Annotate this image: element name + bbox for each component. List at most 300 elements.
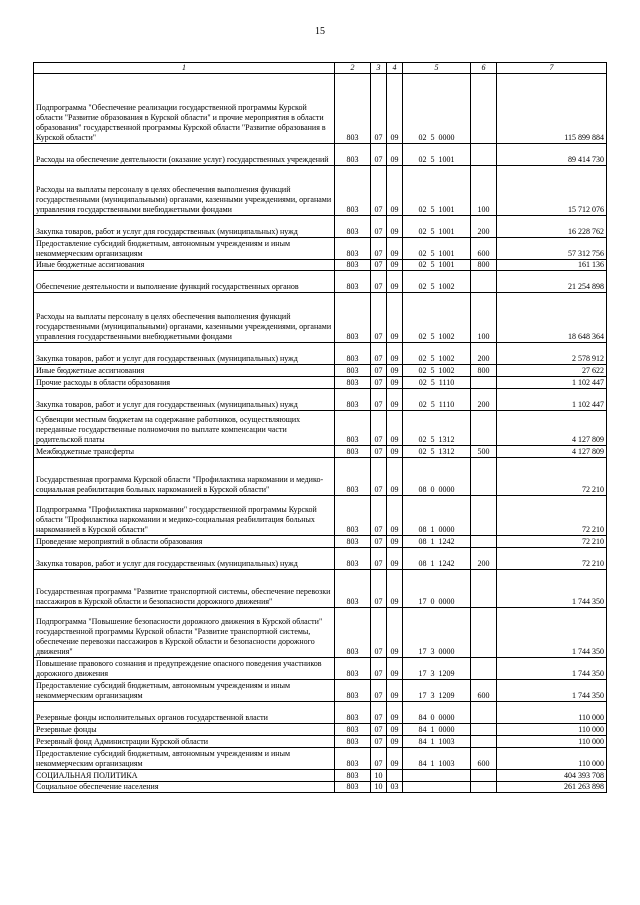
- row-name: Субвенции местным бюджетам на содержание работников, осуществляющих переданные государственные полномочия по выплате компенсации части родительской платы: [34, 411, 335, 446]
- row-code-2: 803: [335, 770, 371, 782]
- row-name: Закупка товаров, работ и услуг для государственных (муниципальных) нужд: [34, 216, 335, 238]
- program-code-part: 1209: [438, 691, 455, 700]
- row-code-4: 09: [387, 548, 403, 570]
- header-cell: 2: [335, 63, 371, 74]
- program-code-part: 0000: [438, 485, 455, 494]
- row-code-6: 600: [471, 238, 497, 260]
- program-code-part: 0000: [438, 133, 455, 142]
- row-name: Иные бюджетные ассигнования: [34, 260, 335, 271]
- row-code-3: 07: [371, 389, 387, 411]
- row-program-code: [403, 496, 471, 536]
- row-code-3: 07: [371, 608, 387, 658]
- program-code-part: 0000: [438, 647, 455, 656]
- row-amount: 110 000: [497, 748, 607, 770]
- row-code-6: 200: [471, 343, 497, 365]
- row-code-2: 803: [335, 365, 371, 377]
- row-code-3: 07: [371, 702, 387, 724]
- row-name: Прочие расходы в области образования: [34, 377, 335, 389]
- header-cell: 5: [403, 63, 471, 74]
- row-code-2: 803: [335, 446, 371, 458]
- row-program-code: [403, 548, 471, 570]
- row-code-4: 09: [387, 377, 403, 389]
- row-amount: 57 312 756: [497, 238, 607, 260]
- row-amount: 4 127 809: [497, 411, 607, 446]
- row-amount: 15 712 076: [497, 166, 607, 216]
- row-code-2: 803: [335, 570, 371, 608]
- row-code-4: 09: [387, 411, 403, 446]
- table-row: [34, 724, 607, 736]
- row-amount: 115 899 884: [497, 74, 607, 144]
- row-code-2: 803: [335, 389, 371, 411]
- program-code-part: 5: [430, 332, 435, 341]
- row-code-6: 200: [471, 389, 497, 411]
- row-code-3: 07: [371, 293, 387, 343]
- table-row: [34, 238, 607, 260]
- row-code-3: 07: [371, 238, 387, 260]
- row-code-6: 800: [471, 260, 497, 271]
- program-code-part: 1003: [438, 759, 455, 768]
- row-program-code: [403, 377, 471, 389]
- row-amount: 110 000: [497, 702, 607, 724]
- row-code-2: 803: [335, 702, 371, 724]
- row-name: Расходы на выплаты персоналу в целях обеспечения выполнения функций государственными (муниципальными) органами, казенными учреждениями, органами управления государственными внебюджетными фондами: [34, 293, 335, 343]
- row-program-code: [403, 570, 471, 608]
- row-code-2: 803: [335, 74, 371, 144]
- row-code-4: 09: [387, 260, 403, 271]
- row-code-4: 09: [387, 570, 403, 608]
- table-row: [34, 144, 607, 166]
- row-code-3: 07: [371, 377, 387, 389]
- row-name: Подпрограмма "Повышение безопасности дорожного движения в Курской области" государственной программы Курской области "Развитие транспортной системы, обеспечение перевозки пассажиров в Курской области и безопасности дорожного движения": [34, 608, 335, 658]
- header-cell: 6: [471, 63, 497, 74]
- program-code-part: 02: [418, 133, 427, 142]
- program-code-part: 0000: [438, 713, 455, 722]
- row-amount: 72 210: [497, 536, 607, 548]
- row-code-3: 07: [371, 548, 387, 570]
- row-code-2: 803: [335, 736, 371, 748]
- row-program-code: [403, 74, 471, 144]
- row-code-6: [471, 736, 497, 748]
- row-code-4: 09: [387, 658, 403, 680]
- program-code-part: 5: [430, 435, 435, 444]
- row-name: СОЦИАЛЬНАЯ ПОЛИТИКА: [34, 770, 335, 782]
- row-name: Государственная программа "Развитие транспортной системы, обеспечение перевозки пассажиров в Курской области и безопасности дорожного движения": [34, 570, 335, 608]
- row-amount: 161 136: [497, 260, 607, 271]
- program-code-part: 02: [418, 435, 427, 444]
- row-code-4: 09: [387, 365, 403, 377]
- program-code-part: 08: [418, 525, 427, 534]
- row-code-6: 800: [471, 365, 497, 377]
- row-code-6: 200: [471, 548, 497, 570]
- table-row: [34, 680, 607, 702]
- header-cell: 3: [371, 63, 387, 74]
- row-code-4: 09: [387, 389, 403, 411]
- row-code-4: 09: [387, 608, 403, 658]
- row-name: Закупка товаров, работ и услуг для государственных (муниципальных) нужд: [34, 548, 335, 570]
- header-cell: 1: [34, 63, 335, 74]
- table-row: [34, 343, 607, 365]
- row-name: Предоставление субсидий бюджетным, автономным учреждениям и иным некоммерческим организациям: [34, 238, 335, 260]
- program-code-part: 1242: [438, 559, 455, 568]
- row-amount: 4 127 809: [497, 446, 607, 458]
- header-cell: 4: [387, 63, 403, 74]
- row-program-code: [403, 260, 471, 271]
- row-code-4: 03: [387, 782, 403, 793]
- row-code-4: 09: [387, 216, 403, 238]
- row-name: Предоставление субсидий бюджетным, автономным учреждениям и иным некоммерческим организациям: [34, 748, 335, 770]
- program-code-part: 1001: [438, 260, 455, 269]
- row-code-4: 09: [387, 446, 403, 458]
- row-code-2: 803: [335, 496, 371, 536]
- table-row: [34, 536, 607, 548]
- program-code-part: 1002: [438, 282, 455, 291]
- row-program-code: [403, 144, 471, 166]
- program-code-part: 5: [430, 378, 435, 387]
- row-code-4: 09: [387, 680, 403, 702]
- row-code-3: 07: [371, 216, 387, 238]
- program-code-part: 02: [418, 400, 427, 409]
- row-program-code: [403, 411, 471, 446]
- program-code-part: 02: [418, 332, 427, 341]
- row-code-3: 07: [371, 271, 387, 293]
- row-amount: 1 744 350: [497, 658, 607, 680]
- row-code-4: 09: [387, 74, 403, 144]
- row-code-6: [471, 496, 497, 536]
- program-code-part: 02: [418, 447, 427, 456]
- table-row: [34, 293, 607, 343]
- program-code-part: 17: [418, 647, 427, 656]
- row-code-2: 803: [335, 377, 371, 389]
- program-code-part: 84: [418, 725, 427, 734]
- program-code-part: 5: [430, 227, 435, 236]
- row-amount: 1 744 350: [497, 570, 607, 608]
- row-code-3: 07: [371, 748, 387, 770]
- row-code-3: 07: [371, 166, 387, 216]
- program-code-part: 0: [430, 713, 435, 722]
- row-amount: 18 648 364: [497, 293, 607, 343]
- program-code-part: 17: [418, 597, 427, 606]
- row-code-3: 10: [371, 770, 387, 782]
- row-code-6: 500: [471, 446, 497, 458]
- row-name: Резервный фонд Администрации Курской области: [34, 736, 335, 748]
- table-row: [34, 365, 607, 377]
- row-code-3: 07: [371, 458, 387, 496]
- program-code-part: 02: [418, 378, 427, 387]
- row-code-3: 07: [371, 144, 387, 166]
- row-code-6: 600: [471, 748, 497, 770]
- program-code-part: 1312: [438, 447, 455, 456]
- program-code-part: 1110: [438, 400, 455, 409]
- table-row: [34, 446, 607, 458]
- row-program-code: [403, 343, 471, 365]
- row-name: Расходы на обеспечение деятельности (оказание услуг) государственных учреждений: [34, 144, 335, 166]
- row-program-code: [403, 680, 471, 702]
- program-code-part: 08: [418, 485, 427, 494]
- program-code-part: 1: [430, 559, 435, 568]
- row-code-3: 07: [371, 74, 387, 144]
- row-amount: 72 210: [497, 496, 607, 536]
- row-code-4: 09: [387, 458, 403, 496]
- row-code-6: [471, 782, 497, 793]
- program-code-part: 84: [418, 759, 427, 768]
- row-program-code: [403, 238, 471, 260]
- table-row: [34, 770, 607, 782]
- row-name: Государственная программа Курской области "Профилактика наркомании и медико-социальная реабилитация больных наркоманией в Курской области": [34, 458, 335, 496]
- row-program-code: [403, 702, 471, 724]
- row-amount: 72 210: [497, 458, 607, 496]
- table-row: [34, 702, 607, 724]
- row-program-code: [403, 608, 471, 658]
- program-code-part: 5: [430, 400, 435, 409]
- row-code-6: [471, 570, 497, 608]
- table-row: [34, 271, 607, 293]
- row-program-code: [403, 782, 471, 793]
- row-code-2: 803: [335, 536, 371, 548]
- row-code-3: 07: [371, 365, 387, 377]
- row-code-3: 07: [371, 496, 387, 536]
- table-row: [34, 377, 607, 389]
- row-amount: 1 744 350: [497, 608, 607, 658]
- row-code-4: 09: [387, 736, 403, 748]
- table-row: [34, 389, 607, 411]
- row-code-3: 07: [371, 260, 387, 271]
- row-name: Закупка товаров, работ и услуг для государственных (муниципальных) нужд: [34, 343, 335, 365]
- row-code-6: 600: [471, 680, 497, 702]
- row-code-4: 09: [387, 536, 403, 548]
- program-code-part: 5: [430, 366, 435, 375]
- row-code-4: 09: [387, 238, 403, 260]
- row-code-2: 803: [335, 166, 371, 216]
- row-code-6: [471, 608, 497, 658]
- program-code-part: 08: [418, 537, 427, 546]
- program-code-part: 1001: [438, 205, 455, 214]
- row-code-4: 09: [387, 748, 403, 770]
- row-code-3: 07: [371, 724, 387, 736]
- row-code-4: 09: [387, 166, 403, 216]
- table-row: [34, 548, 607, 570]
- program-code-part: 5: [430, 249, 435, 258]
- program-code-part: 84: [418, 737, 427, 746]
- program-code-part: 02: [418, 155, 427, 164]
- row-code-3: 07: [371, 680, 387, 702]
- row-code-4: 09: [387, 293, 403, 343]
- table-row: [34, 260, 607, 271]
- table-row: [34, 782, 607, 793]
- row-code-6: 100: [471, 293, 497, 343]
- row-amount: 27 622: [497, 365, 607, 377]
- program-code-part: 1: [430, 759, 435, 768]
- row-name: Подпрограмма "Обеспечение реализации государственной программы Курской области "Развитие образования в Курской области" и прочие мероприятия в области образования" государственной программы Курской области "Развитие образования в Курской области": [34, 74, 335, 144]
- row-code-6: [471, 724, 497, 736]
- row-code-3: 07: [371, 736, 387, 748]
- row-code-3: 10: [371, 782, 387, 793]
- program-code-part: 17: [418, 669, 427, 678]
- table-row: [34, 570, 607, 608]
- row-amount: 16 228 762: [497, 216, 607, 238]
- table-row: [34, 658, 607, 680]
- row-program-code: [403, 389, 471, 411]
- program-code-part: 02: [418, 260, 427, 269]
- row-code-3: 07: [371, 343, 387, 365]
- row-amount: 404 393 708: [497, 770, 607, 782]
- program-code-part: 5: [430, 155, 435, 164]
- row-amount: 2 578 912: [497, 343, 607, 365]
- table-row: [34, 736, 607, 748]
- row-name: Проведение мероприятий в области образования: [34, 536, 335, 548]
- row-amount: 89 414 730: [497, 144, 607, 166]
- row-code-2: 803: [335, 411, 371, 446]
- program-code-part: 5: [430, 447, 435, 456]
- row-code-4: 09: [387, 496, 403, 536]
- row-name: Повышение правового сознания и предупреждение опасного поведения участников дорожного движения: [34, 658, 335, 680]
- row-code-4: 09: [387, 144, 403, 166]
- row-code-6: [471, 658, 497, 680]
- row-program-code: [403, 736, 471, 748]
- program-code-part: 1002: [438, 354, 455, 363]
- row-code-2: 803: [335, 216, 371, 238]
- program-code-part: 1: [430, 537, 435, 546]
- program-code-part: 02: [418, 249, 427, 258]
- row-program-code: [403, 166, 471, 216]
- program-code-part: 08: [418, 559, 427, 568]
- row-code-3: 07: [371, 536, 387, 548]
- row-program-code: [403, 770, 471, 782]
- program-code-part: 17: [418, 691, 427, 700]
- row-name: Межбюджетные трансферты: [34, 446, 335, 458]
- row-amount: 261 263 898: [497, 782, 607, 793]
- row-code-6: [471, 702, 497, 724]
- row-program-code: [403, 724, 471, 736]
- page-number: 15: [315, 26, 325, 37]
- program-code-part: 1001: [438, 155, 455, 164]
- row-name: Обеспечение деятельности и выполнение функций государственных органов: [34, 271, 335, 293]
- row-code-2: 803: [335, 724, 371, 736]
- row-program-code: [403, 536, 471, 548]
- program-code-part: 5: [430, 354, 435, 363]
- row-program-code: [403, 293, 471, 343]
- row-code-2: 803: [335, 238, 371, 260]
- program-code-part: 1001: [438, 249, 455, 258]
- row-code-6: 200: [471, 216, 497, 238]
- row-name: Резервные фонды исполнительных органов государственной власти: [34, 702, 335, 724]
- row-amount: 110 000: [497, 724, 607, 736]
- row-code-3: 07: [371, 446, 387, 458]
- program-code-part: 1110: [438, 378, 455, 387]
- row-code-6: [471, 74, 497, 144]
- row-code-2: 803: [335, 343, 371, 365]
- program-code-part: 1002: [438, 332, 455, 341]
- program-code-part: 5: [430, 205, 435, 214]
- row-name: Социальное обеспечение населения: [34, 782, 335, 793]
- program-code-part: 1209: [438, 669, 455, 678]
- row-code-2: 803: [335, 748, 371, 770]
- row-code-2: 803: [335, 680, 371, 702]
- program-code-part: 0: [430, 597, 435, 606]
- row-code-6: 100: [471, 166, 497, 216]
- program-code-part: 02: [418, 354, 427, 363]
- program-code-part: 1: [430, 525, 435, 534]
- row-program-code: [403, 216, 471, 238]
- row-name: Закупка товаров, работ и услуг для государственных (муниципальных) нужд: [34, 389, 335, 411]
- row-code-4: 09: [387, 343, 403, 365]
- table-row: [34, 748, 607, 770]
- row-name: Иные бюджетные ассигнования: [34, 365, 335, 377]
- program-code-part: 5: [430, 282, 435, 291]
- row-code-4: 09: [387, 702, 403, 724]
- row-code-2: 803: [335, 144, 371, 166]
- row-program-code: [403, 271, 471, 293]
- row-code-6: [471, 377, 497, 389]
- row-code-6: [471, 411, 497, 446]
- program-code-part: 0000: [438, 597, 455, 606]
- row-code-2: 803: [335, 260, 371, 271]
- program-code-part: 1312: [438, 435, 455, 444]
- table-row: [34, 608, 607, 658]
- program-code-part: 1: [430, 725, 435, 734]
- row-amount: 1 102 447: [497, 389, 607, 411]
- row-code-2: 803: [335, 271, 371, 293]
- program-code-part: 5: [430, 260, 435, 269]
- program-code-part: 1002: [438, 366, 455, 375]
- budget-table: [33, 62, 607, 793]
- row-amount: 21 254 898: [497, 271, 607, 293]
- row-name: Предоставление субсидий бюджетным, автономным учреждениям и иным некоммерческим организациям: [34, 680, 335, 702]
- table-row: [34, 166, 607, 216]
- program-code-part: 3: [430, 691, 435, 700]
- program-code-part: 0000: [438, 725, 455, 734]
- row-name: Резервные фонды: [34, 724, 335, 736]
- row-program-code: [403, 458, 471, 496]
- program-code-part: 1003: [438, 737, 455, 746]
- program-code-part: 1001: [438, 227, 455, 236]
- program-code-part: 02: [418, 366, 427, 375]
- row-name: Подпрограмма "Профилактика наркомании" государственной программы Курской области "Профилактика наркомании и медико-социальная реабилитация больных наркоманией в Курской области": [34, 496, 335, 536]
- table-row: [34, 74, 607, 144]
- program-code-part: 3: [430, 669, 435, 678]
- row-code-3: 07: [371, 570, 387, 608]
- row-amount: 72 210: [497, 548, 607, 570]
- row-code-2: 803: [335, 293, 371, 343]
- row-code-2: 803: [335, 548, 371, 570]
- row-code-6: [471, 271, 497, 293]
- row-code-2: 803: [335, 782, 371, 793]
- row-program-code: [403, 365, 471, 377]
- row-amount: 1 744 350: [497, 680, 607, 702]
- program-code-part: 02: [418, 205, 427, 214]
- row-program-code: [403, 748, 471, 770]
- row-code-6: [471, 458, 497, 496]
- row-name: Расходы на выплаты персоналу в целях обеспечения выполнения функций государственными (муниципальными) органами, казенными учреждениями, органами управления государственными внебюджетными фондами: [34, 166, 335, 216]
- row-code-2: 803: [335, 608, 371, 658]
- row-program-code: [403, 658, 471, 680]
- program-code-part: 0000: [438, 525, 455, 534]
- row-amount: 110 000: [497, 736, 607, 748]
- table-row: [34, 458, 607, 496]
- row-code-2: 803: [335, 458, 371, 496]
- row-code-6: [471, 770, 497, 782]
- row-code-6: [471, 536, 497, 548]
- row-code-2: 803: [335, 658, 371, 680]
- row-code-4: 09: [387, 724, 403, 736]
- row-code-3: 07: [371, 411, 387, 446]
- program-code-part: 02: [418, 282, 427, 291]
- program-code-part: 0: [430, 485, 435, 494]
- program-code-part: 84: [418, 713, 427, 722]
- row-code-6: [471, 144, 497, 166]
- row-program-code: [403, 446, 471, 458]
- program-code-part: 1242: [438, 537, 455, 546]
- program-code-part: 5: [430, 133, 435, 142]
